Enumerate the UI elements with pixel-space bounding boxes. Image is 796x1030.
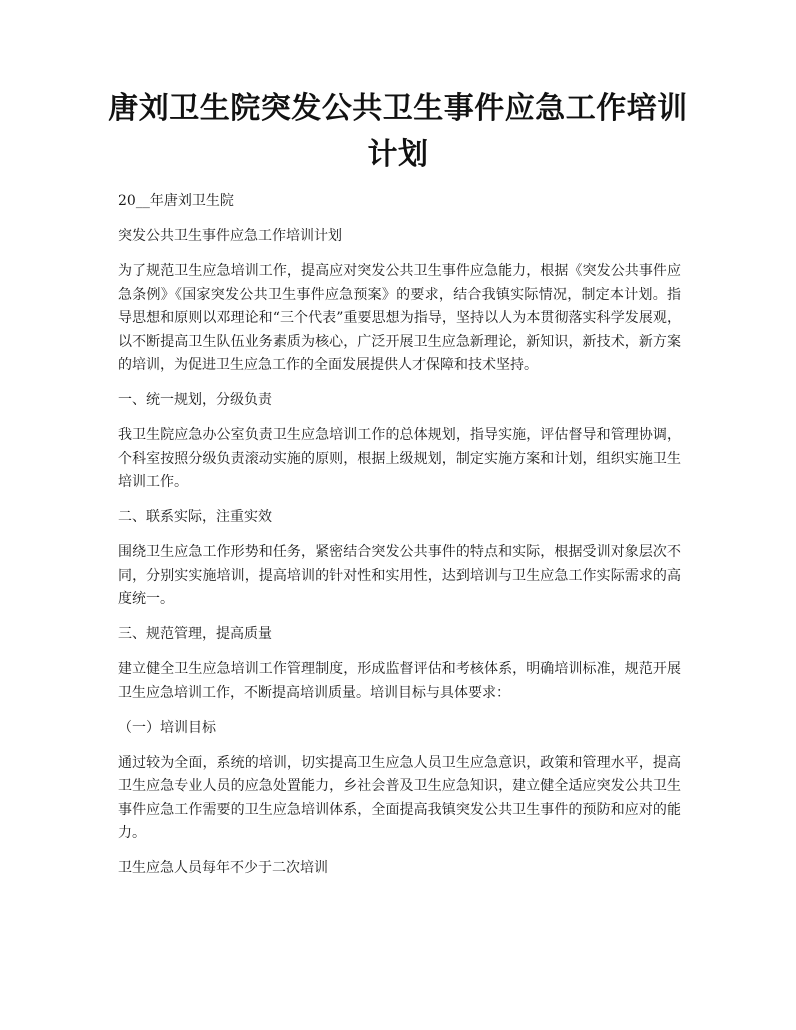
plan-subtitle: 突发公共卫生事件应急工作培训计划	[118, 228, 342, 244]
section-3-paragraph: 建立健全卫生应急培训工作管理制度，形成监督评估和考核体系，明确培训标准，规范开展卫生应急培训工作，不断提高培训质量。培训目标与具体要求：	[118, 661, 681, 701]
training-goal-paragraph: 通过较为全面，系统的培训，切实提高卫生应急人员卫生应急意识，政策和管理水平，提高卫生应急专业人员的应急处置能力，乡社会普及卫生应急知识，建立健全适应突发公共卫生事件应急工作需要的卫生应急培训体系，全面提高我镇突发公共卫生事件的预防和应对的能力。	[118, 754, 681, 841]
section-heading-3: 三、规范管理，提高质量	[118, 626, 272, 642]
section-heading-1: 一、统一规划，分级负责	[118, 392, 272, 408]
subsection-heading-training-goal: （一）培训目标	[118, 719, 216, 736]
training-frequency-line: 卫生应急人员每年不少于二次培训	[118, 860, 328, 876]
document-title: 唐刘卫生院突发公共卫生事件应急工作培训计划	[108, 91, 688, 172]
section-1-paragraph: 我卫生院应急办公室负责卫生应急培训工作的总体规划，指导实施，评估督导和管理协调，个科室按照分级负责滚动实施的原则，根据上级规划，制定实施方案和计划，组织实施卫生培训工作。	[118, 427, 681, 490]
intro-paragraph: 为了规范卫生应急培训工作，提高应对突发公共卫生事件应急能力，根据《突发公共事件应急条例》《国家突发公共卫生事件应急预案》的要求，结合我镇实际情况，制定本计划。指导思想和原则以邓理论和“三个代表”重要思想为指导，坚持以人为本贯彻落实科学发展观，以不断提高卫生队伍业务素质为核心，广泛开展卫生应急新理论，新知识，新技术，新方案的培训，为促进卫生应急工作的全面发展提供人才保障和技术坚持。	[118, 263, 681, 373]
year-line: 20__年唐刘卫生院	[118, 193, 234, 209]
document-body	[118, 190, 681, 892]
section-heading-2: 二、联系实际，注重实效	[118, 509, 272, 525]
section-2-paragraph: 围绕卫生应急工作形势和任务，紧密结合突发公共事件的特点和实际，根据受训对象层次不同，分别实实施培训，提高培训的针对性和实用性，达到培训与卫生应急工作实际需求的高度统一。	[118, 544, 681, 607]
